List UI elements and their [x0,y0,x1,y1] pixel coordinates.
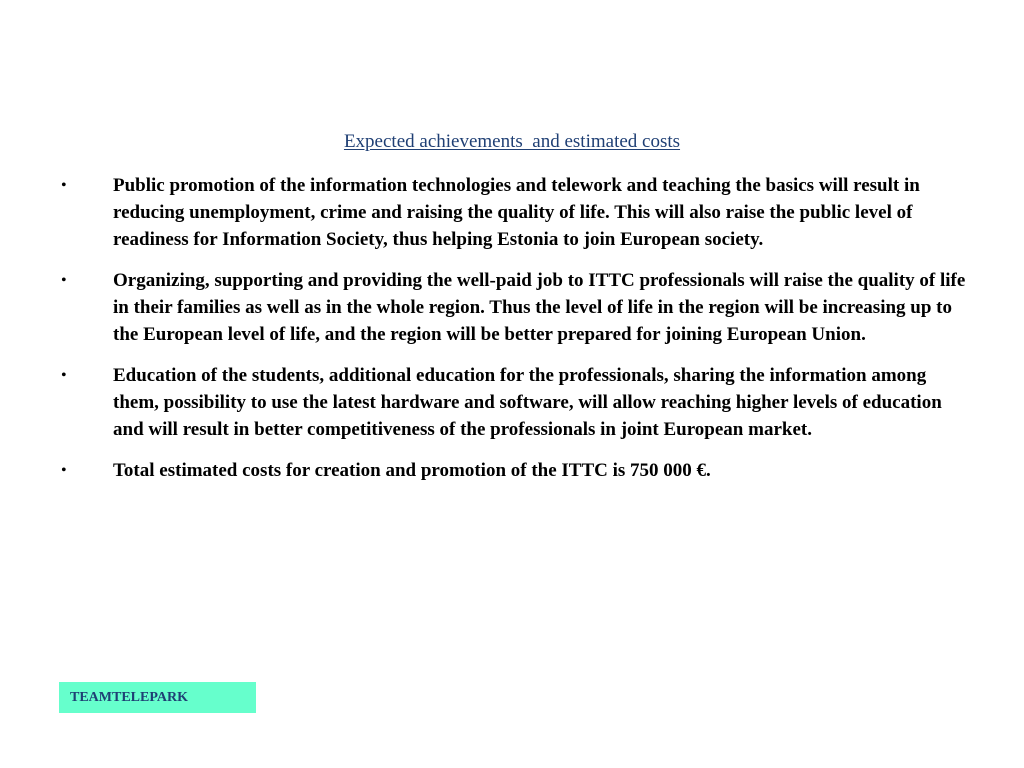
bullet-marker: • [61,272,67,289]
bullet-text: Total estimated costs for creation and promotion of the ITTC is 750 000 €. [113,460,711,481]
bullet-text: Organizing, supporting and providing the well-paid job to ITTC professionals will raise the quality of life in their families as well as in the whole region. Thus the level of life in the region will be increasing up to the European level of life, and the region will be better prepared for joining European Union. [113,270,966,345]
bullet-marker: • [61,367,67,384]
footer-badge: TEAMTELEPARK [59,682,256,713]
bullet-item [57,457,967,484]
bullet-item [57,362,967,443]
bullet-marker: • [61,462,67,479]
bullet-item [57,267,967,348]
bullet-list [57,172,967,498]
bullet-item [57,172,967,253]
bullet-text: Education of the students, additional education for the professionals, sharing the information among them, possibility to use the latest hardware and software, will allow reaching higher levels of education and will result in better competitiveness of the professionals in joint European market. [113,365,942,440]
bullet-marker: • [61,177,67,194]
bullet-text: Public promotion of the information technologies and telework and teaching the basics will result in reducing unemployment, crime and raising the quality of life. This will also raise the public level of readiness for Information Society, thus helping Estonia to join European society. [113,175,920,250]
slide-title: Expected achievements and estimated costs [343,131,681,152]
